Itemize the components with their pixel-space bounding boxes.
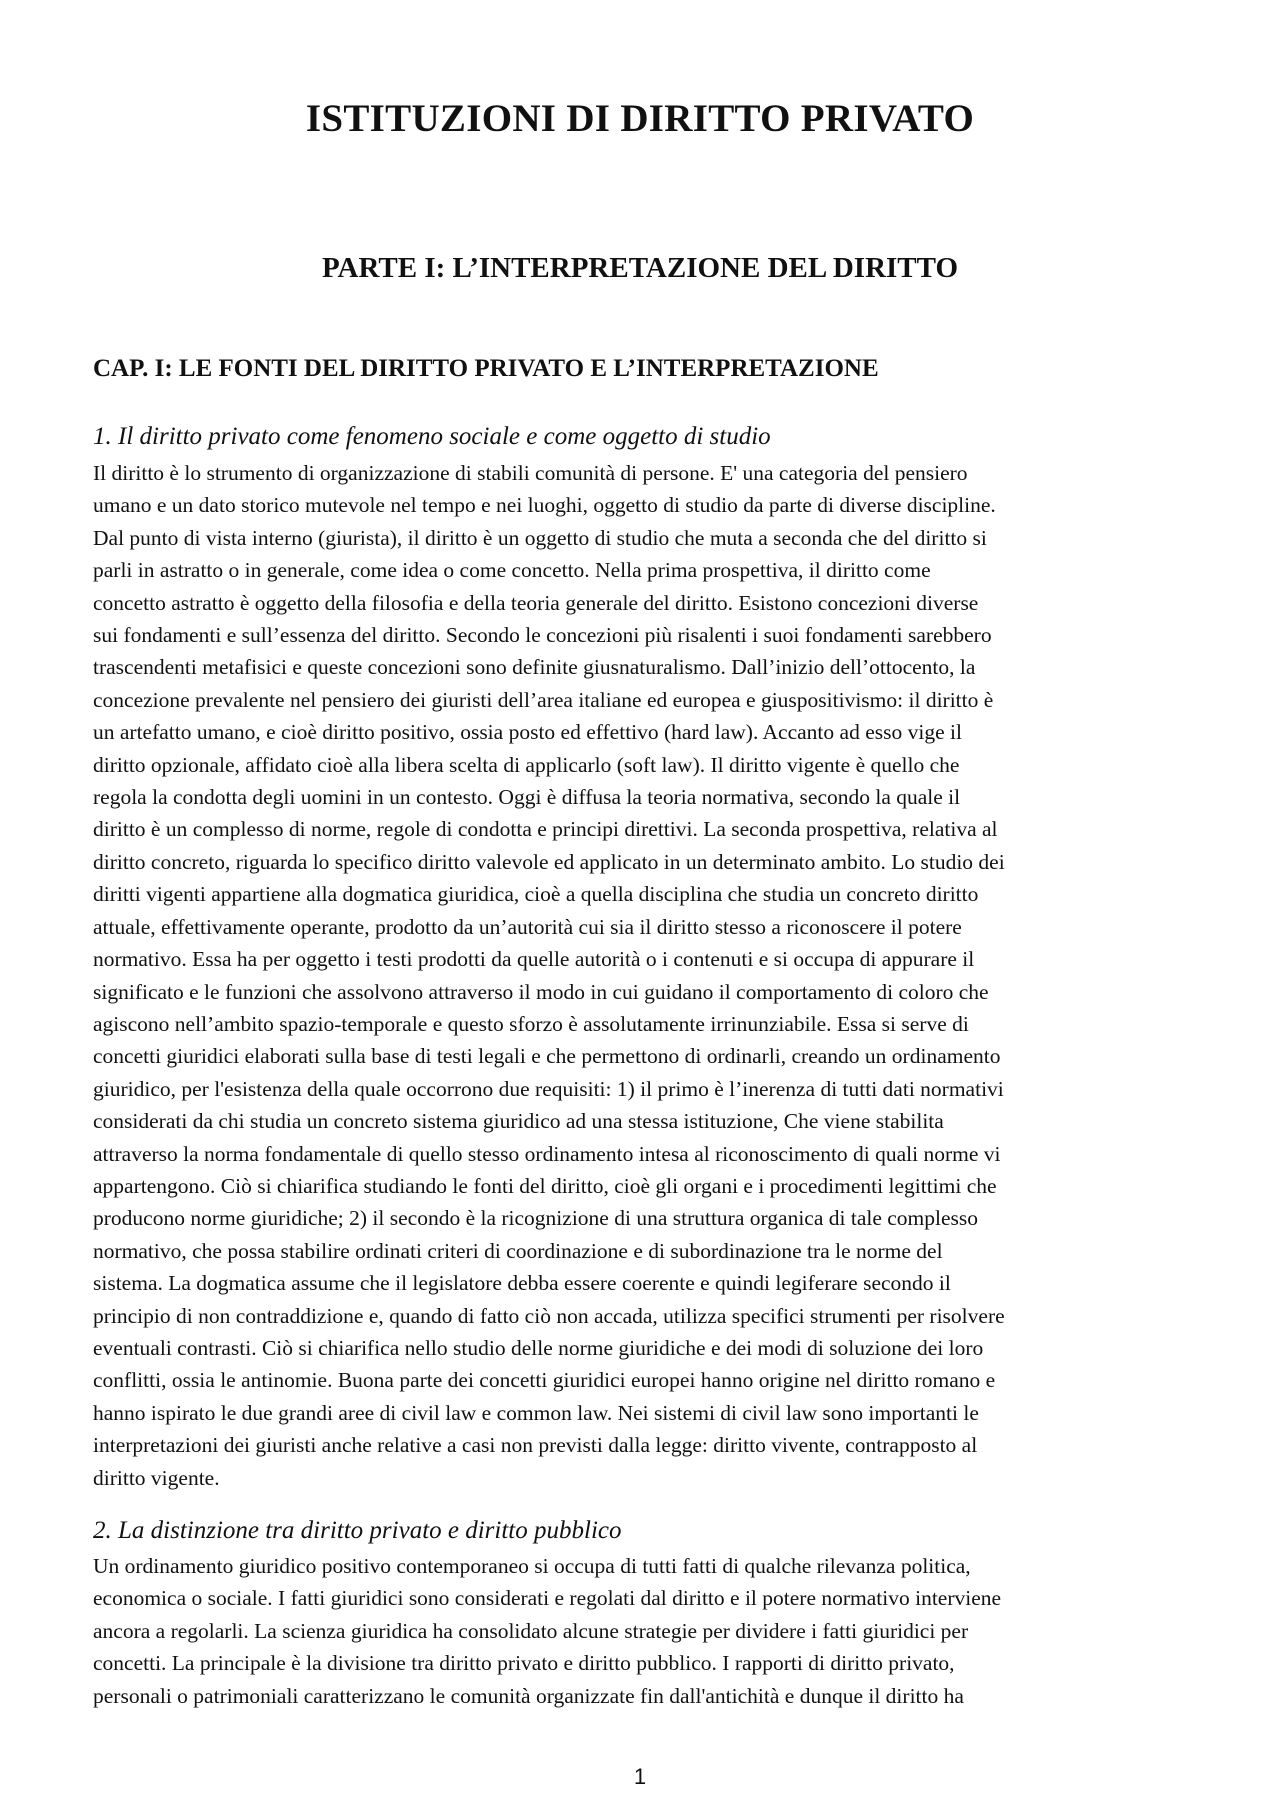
text-line: diritto è un complesso di norme, regole di condotta e principi direttivi. La seconda prospettiva, relativa al (93, 817, 998, 842)
text-line: trascendenti metafisici e queste concezioni sono definite giusnaturalismo. Dall’inizio dell’ottocento, la (93, 655, 976, 680)
section-1-body (93, 457, 1198, 1494)
text-line: normativo. Essa ha per oggetto i testi prodotti da quelle autorità o i contenuti e si occupa di appurare il (93, 947, 975, 972)
text-line: interpretazioni dei giuristi anche relative a casi non previsti dalla legge: diritto vivente, contrapposto al (93, 1433, 978, 1458)
text-line: diritto concreto, riguarda lo specifico diritto valevole ed applicato in un determinato ambito. Lo studio dei (93, 849, 1005, 874)
section-2-body (93, 1550, 1198, 1712)
text-line: considerati da chi studia un concreto sistema giuridico ad una stessa istituzione, Che viene stabilita (93, 1109, 944, 1134)
text-line: Dal punto di vista interno (giurista), il diritto è un oggetto di studio che muta a seconda che del diritto si (93, 525, 987, 550)
section-1-heading: 1. Il diritto privato come fenomeno sociale e come oggetto di studio (93, 423, 771, 450)
text-line: parli in astratto o in generale, come idea o come concetto. Nella prima prospettiva, il diritto come (93, 558, 931, 583)
text-line: principio di non contraddizione e, quando di fatto ciò non accada, utilizza specifici strumenti per risolvere (93, 1303, 1005, 1328)
text-line: producono norme giuridiche; 2) il secondo è la ricognizione di una struttura organica di tale complesso (93, 1206, 979, 1231)
text-line: regola la condotta degli uomini in un contesto. Oggi è diffusa la teoria normativa, secondo la quale il (93, 785, 961, 810)
text-line: economica o sociale. I fatti giuridici sono considerati e regolati dal diritto e il potere normativo interviene (93, 1586, 1002, 1611)
text-line: eventuali contrasti. Ciò si chiarifica nello studio delle norme giuridiche e dei modi di soluzione dei loro (93, 1335, 984, 1360)
text-line: un artefatto umano, e cioè diritto positivo, ossia posto ed effettivo (hard law). Accanto ad esso vige il (93, 720, 962, 745)
text-line: conflitti, ossia le antinomie. Buona parte dei concetti giuridici europei hanno origine nel diritto romano e (93, 1368, 996, 1393)
text-line: Un ordinamento giuridico positivo contemporaneo si occupa di tutti fatti di qualche rilevanza politica, (93, 1554, 971, 1578)
text-line: personali o patrimoniali caratterizzano le comunità organizzate fin dall'antichità e dunque il diritto ha (93, 1683, 964, 1708)
text-line: sui fondamenti e sull’essenza del diritto. Secondo le concezioni più risalenti i suoi fondamenti sarebbero (93, 623, 992, 648)
text-line: attraverso la norma fondamentale di quello stesso ordinamento intesa al riconoscimento di quali norme vi (93, 1141, 1001, 1166)
text-line: hanno ispirato le due grandi aree di civil law e common law. Nei sistemi di civil law sono importanti le (93, 1400, 979, 1425)
text-line: agiscono nell’ambito spazio-temporale e questo sforzo è assolutamente irrinunziabile. Essa si serve di (93, 1011, 969, 1036)
text-line: concezione prevalente nel pensiero dei giuristi dell’area italiane ed europea e giuspositivismo: il diritto è (93, 687, 994, 712)
text-line: normativo, che possa stabilire ordinati criteri di coordinazione e di subordinazione tra le norme del (93, 1238, 943, 1263)
text-line: Il diritto è lo strumento di organizzazione di stabili comunità di persone. E' una categoria del pensiero (93, 461, 968, 485)
text-line: diritti vigenti appartiene alla dogmatica giuridica, cioè a quella disciplina che studia un concreto diritto (93, 882, 979, 907)
text-line: umano e un dato storico mutevole nel tempo e nei luoghi, oggetto di studio da parte di diverse discipline. (93, 493, 996, 518)
text-line: attuale, effettivamente operante, prodotto da un’autorità cui sia il diritto stesso a riconoscere il potere (93, 914, 962, 939)
text-line: diritto vigente. (93, 1465, 220, 1490)
text-line: appartengono. Ciò si chiarifica studiando le fonti del diritto, cioè gli organi e i procedimenti legittimi che (93, 1173, 997, 1198)
text-line: giuridico, per l'esistenza della quale occorrono due requisiti: 1) il primo è l’inerenza di tutti dati normativi (93, 1076, 1004, 1101)
text-line: concetti. La principale è la divisione tra diritto privato e diritto pubblico. I rapporti di diritto privato, (93, 1651, 955, 1676)
page-number: 1 (633, 1764, 647, 1789)
text-line: ancora a regolarli. La scienza giuridica ha consolidato alcune strategie per dividere i fatti giuridici per (93, 1618, 969, 1643)
document-title: ISTITUZIONI DI DIRITTO PRIVATO (305, 97, 975, 140)
text-line: significato e le funzioni che assolvono attraverso il modo in cui guidano il comportamento di coloro che (93, 979, 989, 1004)
chapter-title: CAP. I: LE FONTI DEL DIRITTO PRIVATO E L’INTERPRETAZIONE (93, 355, 879, 382)
text-line: concetti giuridici elaborati sulla base di testi legali e che permettono di ordinarli, creando un ordinamento (93, 1044, 1001, 1069)
text-line: concetto astratto è oggetto della filosofia e della teoria generale del diritto. Esistono concezioni diverse (93, 590, 979, 615)
text-line: sistema. La dogmatica assume che il legislatore debba essere coerente e quindi legiferare secondo il (93, 1271, 951, 1296)
part-title: PARTE I: L’INTERPRETAZIONE DEL DIRITTO (321, 252, 959, 284)
text-line: diritto opzionale, affidato cioè alla libera scelta di applicarlo (soft law). Il diritto vigente è quello che (93, 752, 960, 777)
section-2-heading: 2. La distinzione tra diritto privato e diritto pubblico (93, 1517, 622, 1544)
